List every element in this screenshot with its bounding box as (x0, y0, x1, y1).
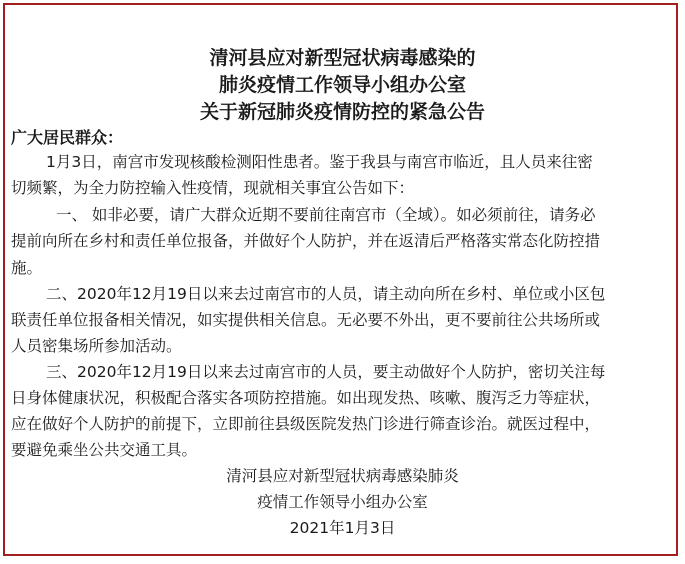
item-2-line-3: 人员密集场所参加活动。 (11, 337, 182, 355)
item-3-line-3: 应在做好个人防护的前提下，立即前往县级医院发热门诊进行筛查诊治。就医过程中， (11, 415, 601, 433)
item-3-line-1: 三、2020年12月19日以来去过南宫市的人员，要主动做好个人防护，密切关注每 (46, 363, 606, 381)
item-3-line-2: 日身体健康状况，积极配合落实各项防控措施。如出现发热、咳嗽、腹泻乏力等症状， (11, 389, 601, 407)
item-2-line-1: 二、2020年12月19日以来去过南宫市的人员，请主动向所在乡村、单位或小区包 (46, 285, 606, 303)
signature-date: 2021年1月3日 (289, 519, 396, 537)
intro-line-2: 切频繁，为全力防控输入性疫情，现就相关事宜公告如下： (11, 179, 415, 197)
signature-org-line-2: 疫情工作领导小组办公室 (257, 493, 428, 511)
notice-title-line-1: 清河县应对新型冠状病毒感染的 (209, 47, 476, 69)
intro-line-1: 1月3日，南宫市发现核酸检测阳性患者。鉴于我县与南宫市临近，且人员来往密 (46, 153, 593, 171)
notice-title-line-2: 肺炎疫情工作领导小组办公室 (218, 74, 466, 96)
notice-title-line-3: 关于新冠肺炎疫情防控的紧急公告 (199, 101, 485, 123)
greeting: 广大居民群众： (11, 128, 124, 147)
signature-org-line-1: 清河县应对新型冠状病毒感染肺炎 (226, 467, 459, 485)
item-3-line-4: 要避免乘坐公共交通工具。 (11, 441, 198, 459)
item-2-line-2: 联责任单位报备相关情况，如实提供相关信息。无必要不外出，更不要前往公共场所或 (11, 311, 601, 329)
item-1-line-3: 施。 (11, 259, 43, 277)
item-1-line-1: 一、 如非必要，请广大群众近期不要前往南宫市（全域）。如必须前往，请务必 (56, 206, 596, 224)
item-1-line-2: 提前向所在乡村和责任单位报备，并做好个人防护，并在返清后严格落实常态化防控措 (11, 232, 601, 250)
